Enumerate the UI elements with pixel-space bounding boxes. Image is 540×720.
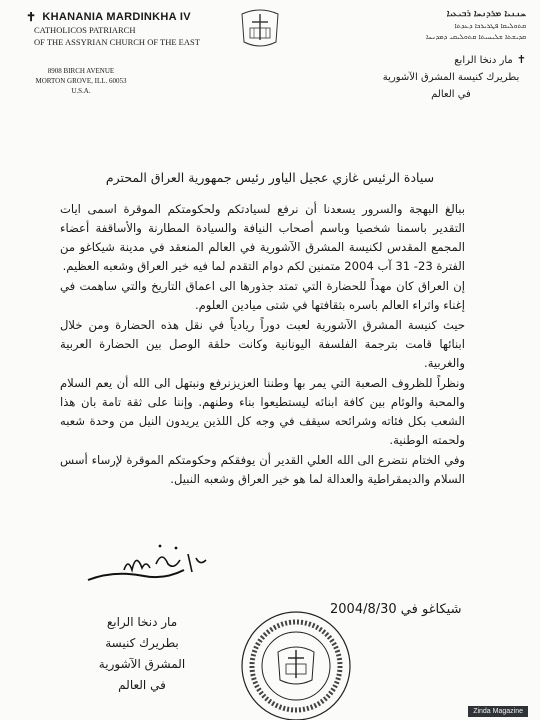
address: 8908 BIRCH AVENUE MORTON GROVE, ILL. 60053 U.S.A.: [35, 67, 127, 95]
title-line-1: CATHOLICOS PATRIARCH: [34, 25, 136, 35]
cross-icon: ✝: [26, 10, 37, 24]
syriac-line-1: ܚܢܢܝܐ ܡܪܕܢܚܐ ܪܒܝܥܝܐ: [446, 9, 526, 19]
paragraph: إن العراق كان مهداً للحضارة التي تمتد جذورها الى اعماق التاريخ والتي ساهمت في إغناء واثراء العالم باسره بثقافتها في شتى ميادين العلوم.: [60, 279, 465, 312]
watermark: Zinda Magazine: [468, 706, 528, 717]
syriac-line-3: ܩܕܝܫܬܐ ܫܠܝܚܝܬܐ ܩܬܘܠܝܩܝ ܕܡܕܢܚܐ: [425, 33, 526, 41]
syriac-line-2: ܩܬܘܠܝܩܐ ܦܛܪܝܪܟܐ ܕܥܕܬܐ: [454, 22, 526, 30]
signature-block: مار دنخا الرابع بطريرك كنيسة المشرق الآشورية في العالم: [98, 615, 186, 692]
church-emblem-icon: [238, 8, 282, 48]
patriarch-name: ✝ KHANANIA MARDINKHA IV: [26, 10, 191, 24]
title-line-2: OF THE ASSYRIAN CHURCH OF THE EAST: [34, 37, 200, 47]
handwritten-signature: [84, 540, 214, 600]
letterhead-english: [26, 10, 206, 96]
cross-icon: ✝: [516, 53, 526, 66]
letterhead-syriac-arabic: [376, 8, 526, 103]
arabic-title: بطريرك كنيسة المشرق الآشورية: [382, 72, 520, 83]
paragraph: ببالغ البهجة والسرور يسعدنا أن نرفع لسيادتكم ولحكومتكم الموقرة اسمى ايات التقدير باسمنا شخصيا وباسم أصحاب النيافة والسيادة المطارنة والأساقفة أعضاء المجمع المقدس لكنيسة المشرق الآشورية في العالم المنعقد في مدينة شيكاغو من الفترة 23- 31 آب 2004 متمنين لكم دوام التقدم لما فيه خير العراق وشعبه العظيم.: [60, 202, 465, 273]
paragraph: حيث كنيسة المشرق الآشورية لعبت دوراً ريادياً في نقل هذه الحضارة ومن خلال ابنائها قامت بترجمة الفلسفة اليونانية وكانت حلقة الوصل بين الحضارة العربية والغربية.: [60, 318, 465, 370]
date-line: شيكاغو في 2004/8/30: [330, 602, 462, 617]
letter-body: [60, 200, 465, 490]
arabic-region: في العالم: [431, 89, 471, 100]
salutation: سيادة الرئيس غازي عجيل الياور رئيس جمهورية العراق المحترم: [105, 170, 435, 185]
arabic-name: ✝مار دنخا الرابع: [454, 53, 526, 66]
paragraph: ونظراً للظروف الصعبة التي يمر بها وطننا العزيزنرفع ونبتهل الى الله أن يعم السلام والمحبة والوئام بين كافة ابنائه ليستطيعوا بناء وطنهم. وإننا على ثقة تامة بان هذا الشعب بكل فئاته وشرائحه سيقف في وجه كل اللذين يريدون النيل من وحدة شعبه ولحمته الوطنية.: [60, 376, 465, 447]
paragraph: وفي الختام نتضرع الى الله العلي القدير أن يوفقكم وحكومتكم الموقرة لإرساء أسس السلام والديمقراطية والعدالة لما هو خير العراق وشعبه النبيل.: [60, 453, 465, 486]
official-seal-icon: [236, 606, 356, 720]
